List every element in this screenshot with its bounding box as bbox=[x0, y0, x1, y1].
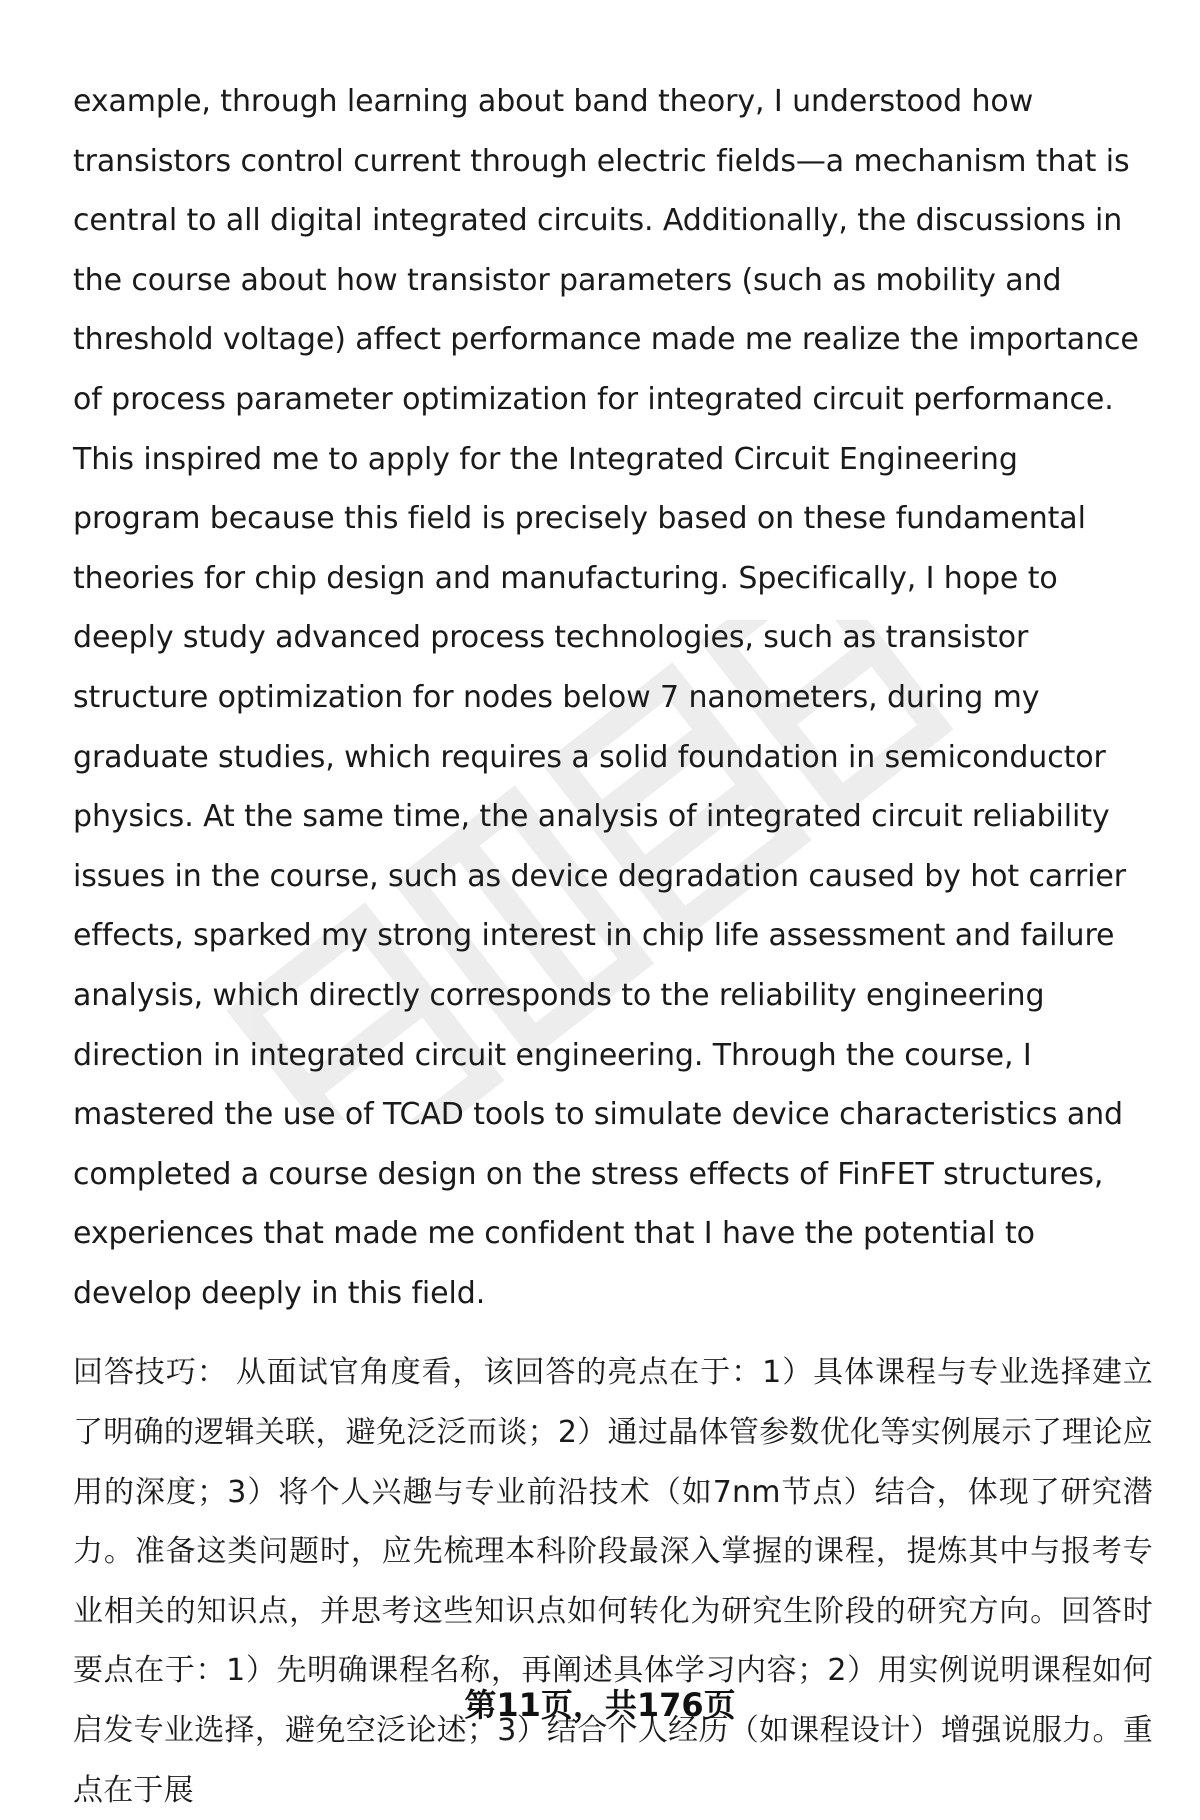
tips-text: 从面试官角度看，该回答的亮点在于：1）具体课程与专业选择建立了明确的逻辑关联，避免泛泛而谈；2）通过晶体管参数优化等实例展示了理论应用的深度；3）将个人兴趣与专业前沿技术（如7nm节点）结合，体现了研究潜力。准备这类问题时，应先梳理本科阶段最深入掌握的课程，提炼其中与报考专业相关的知识点，并思考这些知识点如何转化为研究生阶段的研究方向。回答时要点在于：1）先明确课程名称，再阐述具体学习内容；2）用实例说明课程如何启发专业选择，避免空泛论述；3）结合个人经历（如课程设计）增强说服力。重点在于展 bbox=[73, 1355, 1153, 1808]
answer-tips-paragraph bbox=[73, 1343, 1153, 1820]
main-content bbox=[73, 72, 1153, 1820]
page-number-footer: 第11页，共176页 bbox=[464, 1686, 736, 1724]
tips-label: 回答技巧： bbox=[73, 1355, 228, 1391]
english-answer-paragraph: example, through learning about band theory, I understood how transistors control current through electric fields—a mechanism that is central to all digital integrated circuits. Additionally, the discussions in the course about how transistor parameters (such as mobility and threshold voltage) affect performance made me realize the importance of process parameter optimization for integrated circuit performance. This inspired me to apply for the Integrated Circuit Engineering program because this field is precisely based on these fundamental theories for chip design and manufacturing. Specifically, I hope to deeply study advanced process technologies, such as transistor structure optimization for nodes below 7 nanometers, during my graduate studies, which requires a solid foundation in semiconductor physics. At the same time, the analysis of integrated circuit reliability issues in the course, such as device degradation caused by hot carrier effects, sparked my strong interest in chip life assessment and failure analysis, which directly corresponds to the reliability engineering direction in integrated circuit engineering. Through the course, I mastered the use of TCAD tools to simulate device characteristics and completed a course design on the stress effects of FinFET structures, experiences that made me confident that I have the potential to develop deeply in this field. bbox=[73, 84, 1139, 1311]
